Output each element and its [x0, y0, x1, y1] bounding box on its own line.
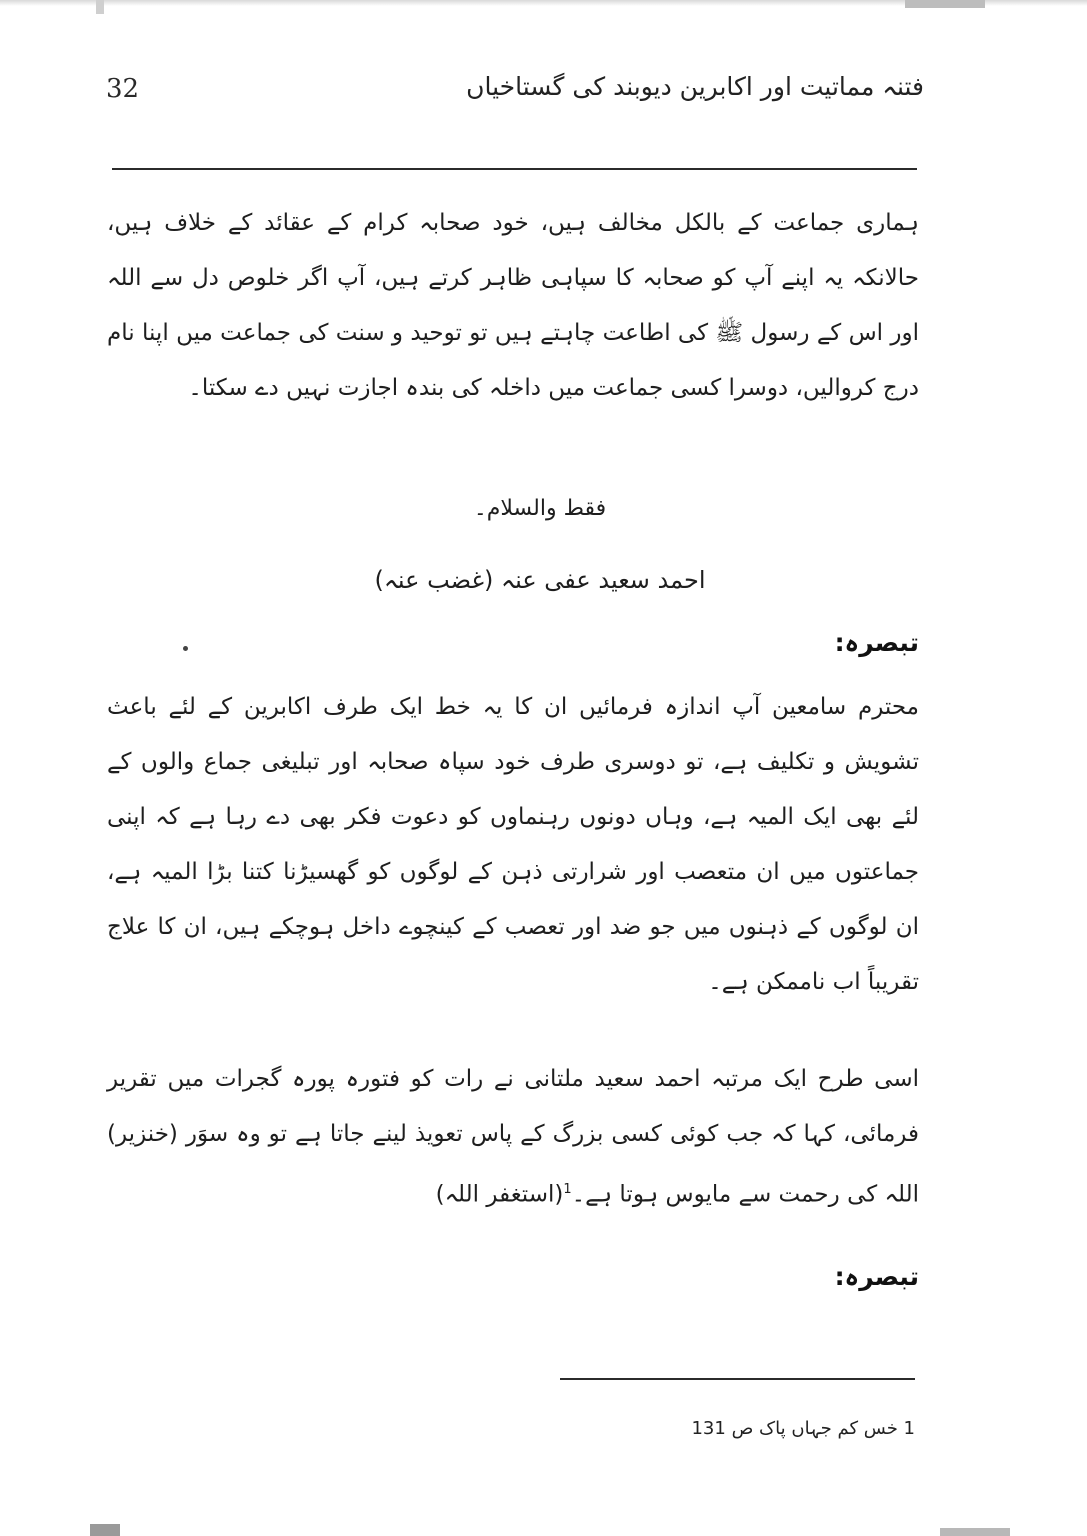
paragraph-3-text: اسی طرح ایک مرتبہ احمد سعید ملتانی نے رات کو فتورہ پورہ گجرات میں تقریر فرمائی، کہا کہ جب کوئی کسی بزرگ کے پاس تعویذ لینے جاتا ہے تو وہ سوَر (خنزیر) اللہ کی رحمت سے مایوس ہوتا ہے۔: [107, 1066, 919, 1208]
running-header: فتنہ مماتیت اور اکابرین دیوبند کی گستاخیاں: [466, 72, 924, 101]
footnote-divider: [560, 1378, 915, 1380]
closing-salutation: فقط والسلام۔: [473, 496, 607, 521]
footnote-marker: 1: [563, 1182, 572, 1197]
section-heading-review-2: تبصرہ:: [834, 1262, 919, 1291]
body-paragraph-1: ہماری جماعت کے بالکل مخالف ہیں، خود صحابہ کرام کے عقائد کے خلاف ہیں، حالانکہ یہ اپنے آپ کو صحابہ کا سپاہی ظاہر کرتے ہیں، آپ اگر خلوص دل سے اللہ اور اس کے رسول ﷺ کی اطاعت چاہتے ہیں تو توحید و سنت کی جماعت میں اپنا نام درج کروالیں، دوسرا کسی جماعت میں داخلہ کی بندہ اجازت نہیں دے سکتا۔: [107, 210, 919, 401]
page-number: 32: [106, 74, 140, 104]
body-paragraph-2: محترم سامعین آپ اندازہ فرمائیں ان کا یہ خط ایک طرف اکابرین کے لئے باعث تشویش و تکلیف ہے، تو دوسری طرف خود سپاہ صحابہ اور تبلیغی جماع والوں کے لئے بھی ایک المیہ ہے، وہاں دونوں رہنماوں کو دعوت فکر بھی دے رہا ہے کہ اپنی جماعتوں میں ان متعصب اور شرارتی ذہن کے لوگوں کو گھسیڑنا کتنا بڑا المیہ ہے، ان لوگوں کے ذہنوں میں جو ضد اور تعصب کے کینچوے داخل ہوچکے ہیں، ان کا علاج تقریباً اب ناممکن ہے۔: [107, 694, 919, 995]
signature: احمد سعید عفی عنہ (غضب عنہ): [374, 566, 706, 594]
body-paragraph-3: [107, 1052, 919, 1223]
paragraph-3-tail: (استغفر اللہ): [435, 1181, 564, 1208]
scan-artifact: [940, 1528, 1010, 1536]
footnote: 1 خس کم جہاں پاک ص 131: [691, 1418, 915, 1439]
scan-artifact: [905, 0, 985, 8]
section-heading-review-1: تبصرہ:: [834, 628, 919, 657]
scan-artifact: [90, 1524, 120, 1536]
scan-artifact: [96, 0, 104, 14]
scan-speck: [183, 646, 188, 651]
header-divider: [112, 168, 917, 170]
